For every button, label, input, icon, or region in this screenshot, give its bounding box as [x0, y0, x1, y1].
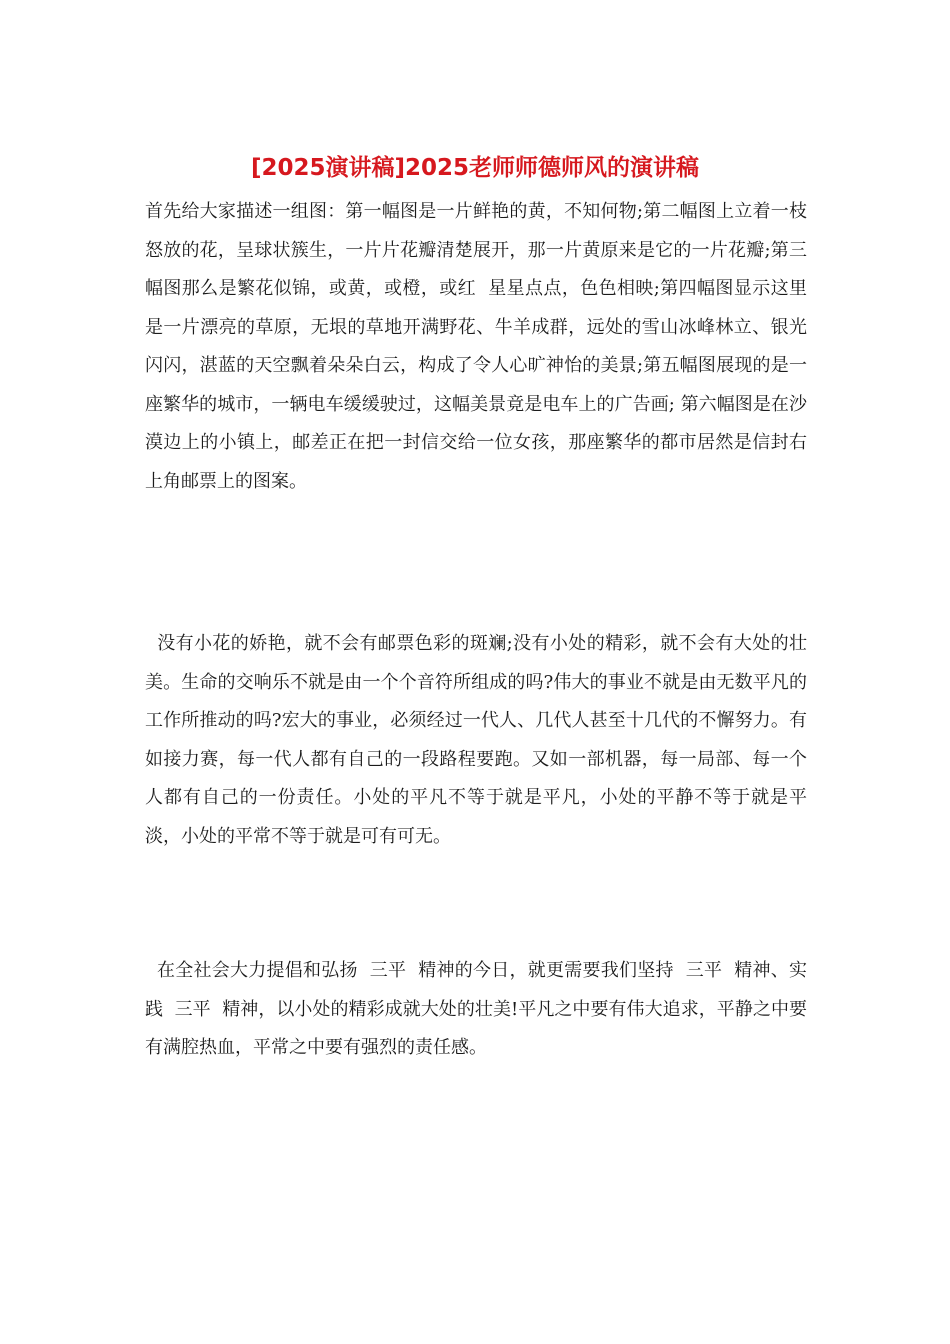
document-title: [2025演讲稿]2025老师师德师风的演讲稿: [250, 155, 700, 181]
paragraph-body: 没有小花的娇艳，就不会有邮票色彩的斑斓;没有小处的精彩，就不会有大处的壮美。生命的交响乐不就是由一个个音符所组成的吗?伟大的事业不就是由无数平凡的工作所推动的吗?宏大的事业，必须经过一代人、几代人甚至十几代的不懈努力。有如接力赛，每一代人都有自己的一段路程要跑。又如一部机器，每一局部、每一个人都有自己的一份责任。小处的平凡不等于就是平凡，小处的平静不等于就是平淡，小处的平常不等于就是可有可无。: [145, 633, 807, 847]
paragraph-conclusion: 在全社会大力提倡和弘扬 三平 精神的今日，就更需要我们坚持 三平 精神、实践 三平 精神，以小处的精彩成就大处的壮美!平凡之中要有伟大追求，平静之中要有满腔热血，平常之中要有强烈的责任感。: [145, 960, 807, 1058]
paragraph-intro: 首先给大家描述一组图：第一幅图是一片鲜艳的黄，不知何物;第二幅图上立着一枝怒放的花，呈球状簇生，一片片花瓣清楚展开，那一片黄原来是它的一片花瓣;第三幅图那么是繁花似锦，或黄，或橙，或红 星星点点，色色相映;第四幅图显示这里是一片漂亮的草原，无垠的草地开满野花、牛羊成群，远处的雪山冰峰林立、银光闪闪，湛蓝的天空飘着朵朵白云，构成了令人心旷神怡的美景;第五幅图展现的是一座繁华的城市，一辆电车缓缓驶过，这幅美景竟是电车上的广告画; 第六幅图是在沙漠边上的小镇上，邮差正在把一封信交给一位女孩，那座繁华的都市居然是信封右上角邮票上的图案。: [145, 201, 807, 492]
